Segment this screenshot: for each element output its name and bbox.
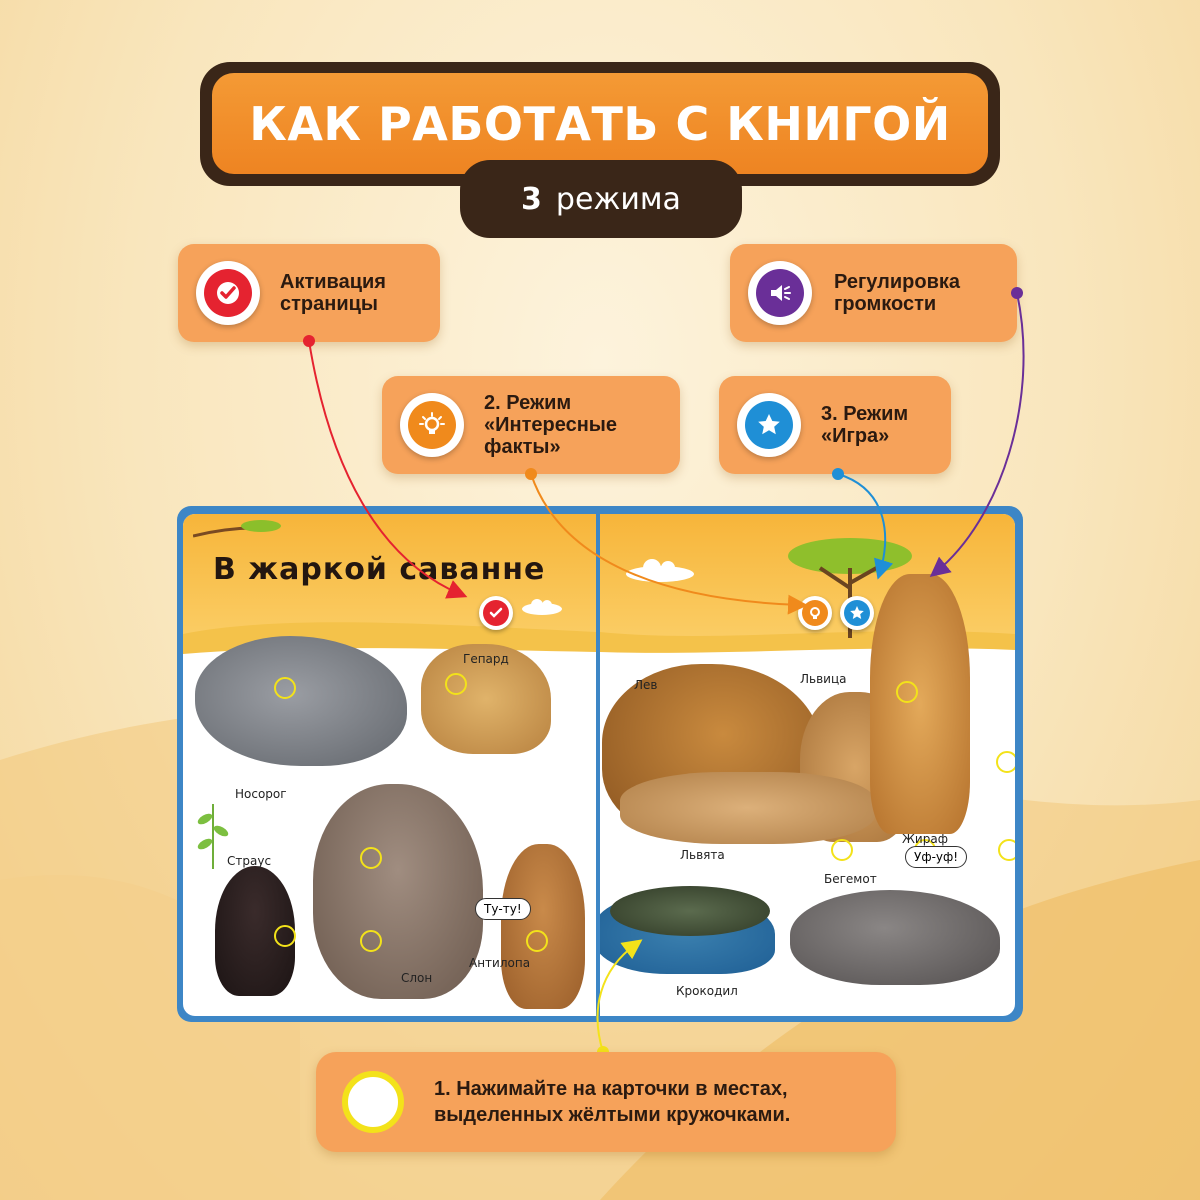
baby-elephant-hotspot[interactable] <box>360 930 382 952</box>
subtitle-badge <box>460 160 742 238</box>
antelope-hotspot[interactable] <box>526 930 548 952</box>
elephant-image[interactable] <box>313 784 483 999</box>
rhino-hotspot[interactable] <box>274 677 296 699</box>
hippo-label: Бегемот <box>824 872 877 886</box>
page-activation-button[interactable] <box>479 596 513 630</box>
facts-label: 2. Режим «Интересные факты» <box>484 392 617 458</box>
star-icon <box>737 393 801 457</box>
cloud-right-icon <box>620 554 700 584</box>
hippo-speech-bubble: Уф-уф! <box>905 846 967 868</box>
cloud-icon <box>517 596 567 616</box>
book-heading: В жаркой саванне <box>213 552 546 587</box>
book-spread <box>177 506 1023 1022</box>
yellow-circle-icon <box>342 1071 404 1133</box>
ostrich-hotspot[interactable] <box>274 925 296 947</box>
hotspot-instructions: 1. Нажимайте на карточки в местах, выделенных жёлтыми кружочками. <box>434 1078 791 1126</box>
crocodile-body <box>610 886 770 936</box>
cheetah-hotspot[interactable] <box>445 673 467 695</box>
callout-hotspots <box>316 1052 896 1152</box>
book-page-right <box>600 514 1015 1016</box>
check-icon <box>196 261 260 325</box>
callout-facts <box>382 376 680 474</box>
game-mode-button[interactable] <box>840 596 874 630</box>
callout-volume <box>730 244 1017 342</box>
tree-branch <box>193 516 283 546</box>
lioness-hotspot[interactable] <box>996 751 1015 773</box>
antelope-image[interactable] <box>501 844 585 1009</box>
page-title: КАК РАБОТАТЬ С КНИГОЙ <box>249 96 951 151</box>
rhino-label: Носорог <box>235 787 287 801</box>
giraffe-label: Жираф <box>902 832 948 846</box>
elephant-hotspot[interactable] <box>360 847 382 869</box>
giraffe-image[interactable] <box>870 574 970 834</box>
game-label: 3. Режим «Игра» <box>821 403 909 447</box>
callout-game <box>719 376 951 474</box>
lightbulb-icon <box>400 393 464 457</box>
leaf-decoration <box>193 799 233 869</box>
speaker-icon <box>748 261 812 325</box>
hippo-image[interactable] <box>790 890 1000 985</box>
crocodile-label: Крокодил <box>676 984 738 998</box>
cheetah-label: Гепард <box>463 652 509 666</box>
book-page-left <box>183 514 596 1016</box>
lion-label: Лев <box>634 678 658 692</box>
antelope-speech-bubble: Ту-ту! <box>475 898 531 920</box>
cub1-hotspot[interactable] <box>831 839 853 861</box>
activation-label: Активация страницы <box>280 271 386 315</box>
facts-mode-button[interactable] <box>798 596 832 630</box>
ostrich-label: Страус <box>227 854 272 868</box>
cub3-hotspot[interactable] <box>998 839 1015 861</box>
volume-label: Регулировка громкости <box>834 271 961 315</box>
giraffe-hotspot[interactable] <box>896 681 918 703</box>
antelope-label: Антилопа <box>469 956 531 970</box>
mode-word: режима <box>555 181 681 217</box>
mode-count: 3 <box>521 181 542 217</box>
lioness-label: Львица <box>800 672 847 686</box>
cubs-label: Львята <box>680 848 725 862</box>
cubs-image[interactable] <box>620 772 875 844</box>
callout-activation <box>178 244 440 342</box>
elephant-label: Слон <box>401 971 433 985</box>
